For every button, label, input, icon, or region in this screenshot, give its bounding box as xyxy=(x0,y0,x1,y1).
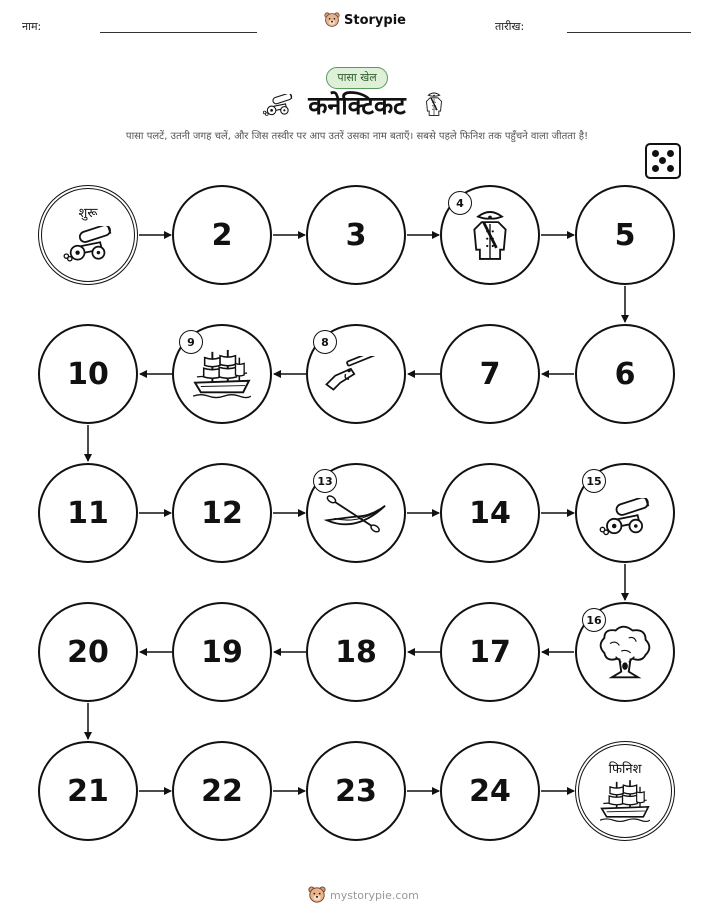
board-cell-3[interactable] xyxy=(306,185,406,285)
board-cell-finish[interactable] xyxy=(575,741,675,841)
cell-number: 24 xyxy=(469,773,511,809)
board-cell-23[interactable] xyxy=(306,741,406,841)
ship-icon xyxy=(193,348,251,400)
cannon-icon xyxy=(598,498,652,536)
cell-number: 11 xyxy=(67,495,109,531)
board-cell-24[interactable] xyxy=(440,741,540,841)
soldier-coat-icon xyxy=(467,209,513,261)
cell-number: 3 xyxy=(345,217,367,253)
name-label: नाम: xyxy=(22,20,42,33)
cell-number: 21 xyxy=(67,773,109,809)
oak-tree-icon xyxy=(595,624,655,680)
cell-number: 20 xyxy=(67,634,109,670)
cell-number: 19 xyxy=(201,634,243,670)
cell-number: 23 xyxy=(335,773,377,809)
cell-number: 10 xyxy=(67,356,109,392)
board-cell-6[interactable] xyxy=(575,324,675,424)
board-cell-14[interactable] xyxy=(440,463,540,563)
board-cell-22[interactable] xyxy=(172,741,272,841)
finish-label: फिनिश xyxy=(608,762,642,777)
musket-icon xyxy=(323,356,389,392)
game-type-pill: पासा खेल xyxy=(326,67,388,89)
cell-number-badge: 15 xyxy=(582,469,606,493)
cell-number: 5 xyxy=(614,217,636,253)
cell-number: 2 xyxy=(211,217,233,253)
board-cell-start[interactable] xyxy=(38,185,138,285)
board-cell-19[interactable] xyxy=(172,602,272,702)
footer-url[interactable]: mystorypie.com xyxy=(330,888,419,902)
page-title: कनेक्टिकट xyxy=(308,91,406,120)
bear-logo-icon xyxy=(308,886,326,904)
cell-number: 18 xyxy=(335,634,377,670)
cell-number: 12 xyxy=(201,495,243,531)
cell-number-badge: 4 xyxy=(448,191,472,215)
board-cell-17[interactable] xyxy=(440,602,540,702)
footer xyxy=(308,886,419,904)
board-cell-10[interactable] xyxy=(38,324,138,424)
cannon-icon xyxy=(62,226,114,262)
board-cell-11[interactable] xyxy=(38,463,138,563)
board-cell-2[interactable] xyxy=(172,185,272,285)
board-cell-21[interactable] xyxy=(38,741,138,841)
cell-number-badge: 9 xyxy=(179,330,203,354)
cell-number: 6 xyxy=(614,356,636,392)
cell-number: 22 xyxy=(201,773,243,809)
board-cell-7[interactable] xyxy=(440,324,540,424)
cell-number-badge: 13 xyxy=(313,469,337,493)
board-cell-20[interactable] xyxy=(38,602,138,702)
cell-number: 7 xyxy=(479,356,501,392)
ship-icon xyxy=(600,778,650,824)
cell-number-badge: 16 xyxy=(582,608,606,632)
board-cell-5[interactable] xyxy=(575,185,675,285)
brand-name: Storypie xyxy=(344,12,406,28)
board-cell-18[interactable] xyxy=(306,602,406,702)
cell-number-badge: 8 xyxy=(313,330,337,354)
cell-number: 17 xyxy=(469,634,511,670)
cell-number: 14 xyxy=(469,495,511,531)
board-cell-12[interactable] xyxy=(172,463,272,563)
start-label: शुरू xyxy=(78,206,98,221)
canoe-icon xyxy=(323,493,389,533)
instructions: पासा पलटें, उतनी जगह चलें, और जिस तस्वीर पर आप उतरें उसका नाम बताएँ। सबसे पहले फिनिश तक पहुँचने वाला जीतता है! xyxy=(125,131,589,142)
date-label: तारीख: xyxy=(495,20,525,33)
